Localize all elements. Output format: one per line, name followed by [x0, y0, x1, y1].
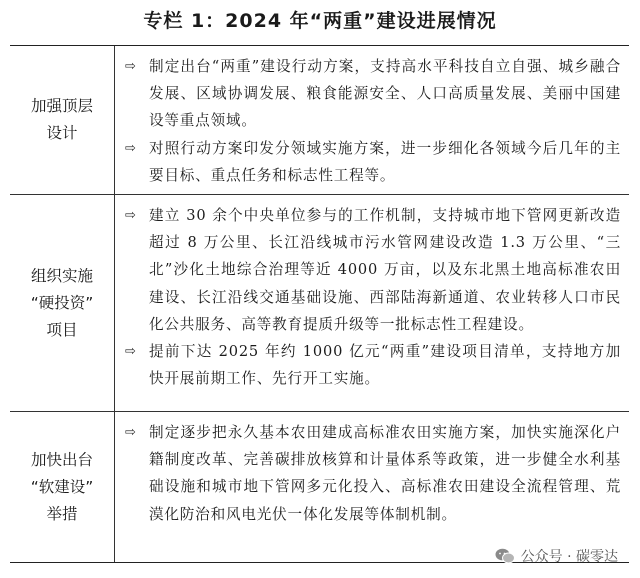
row-label-line: 举措: [46, 504, 78, 523]
row-label-line: 设计: [46, 124, 78, 142]
policy-table: [10, 45, 629, 563]
table-row: [10, 194, 629, 411]
row-label-line: 加强顶层: [30, 97, 93, 115]
list-item: [125, 53, 621, 135]
row-label: [10, 412, 115, 562]
row-content: [115, 46, 629, 194]
item-text: 建立 30 余个中央单位参与的工作机制，支持城市地下管网更新改造超过 8 万公里、长江沿线城市污水管网建设改造 1.3 万公里、“三北”沙化土地综合治理等近 4000 万亩，以及东北黑土地高标准农田建设、长江沿线交通基础设施、西部陆海新通道、农业转移人口市民化公共服务、高等教育提质升级等一批标志性工程建设。: [149, 207, 621, 333]
row-label-line: 项目: [46, 320, 78, 339]
hollow-arrow-icon: ⇨: [125, 59, 136, 74]
hollow-arrow-icon: ⇨: [125, 344, 136, 360]
list-item: [125, 419, 621, 528]
row-label: [10, 46, 115, 194]
hollow-arrow-icon: ⇨: [125, 425, 136, 440]
row-label-line: 组织实施: [30, 266, 93, 285]
hollow-arrow-icon: ⇨: [125, 208, 136, 223]
list-item: [125, 135, 621, 189]
row-label: [10, 195, 115, 411]
watermark: [495, 546, 618, 566]
list-item: [125, 338, 621, 392]
row-label-line: 加快出台: [30, 450, 93, 469]
row-content: [115, 195, 629, 411]
row-label-line: “硬投资”: [30, 293, 94, 312]
page-title: 专栏 1：2024 年“两重”建设进展情况: [143, 10, 497, 32]
watermark-text: 公众号 · 碳零达: [520, 549, 618, 565]
table-row: [10, 411, 629, 562]
table-row: [10, 46, 629, 194]
hollow-arrow-icon: ⇨: [125, 140, 136, 156]
item-text: 对照行动方案印发分领域实施方案，进一步细化各领域今后几年的主要目标、重点任务和标志性工程等。: [149, 139, 621, 184]
list-item: [125, 202, 621, 338]
wechat-icon: [495, 548, 515, 564]
row-label-line: “软建设”: [30, 477, 94, 496]
row-content: [115, 412, 629, 562]
item-text: 提前下达 2025 年约 1000 亿元“两重”建设项目清单，支持地方加快开展前期工作、先行开工实施。: [149, 343, 621, 388]
item-text: 制定逐步把永久基本农田建成高标准农田实施方案，加快实施深化户籍制度改革、完善碳排放核算和计量体系等政策，进一步健全水利基础设施和城市地下管网多元化投入、高标准农田建设全流程管理、荒漠化防治和风电光伏一体化发展等体制机制。: [149, 424, 621, 523]
item-text: 制定出台“两重”建设行动方案，支持高水平科技自立自强、城乡融合发展、区域协调发展、粮食能源安全、人口高质量发展、美丽中国建设等重点领域。: [149, 58, 621, 130]
